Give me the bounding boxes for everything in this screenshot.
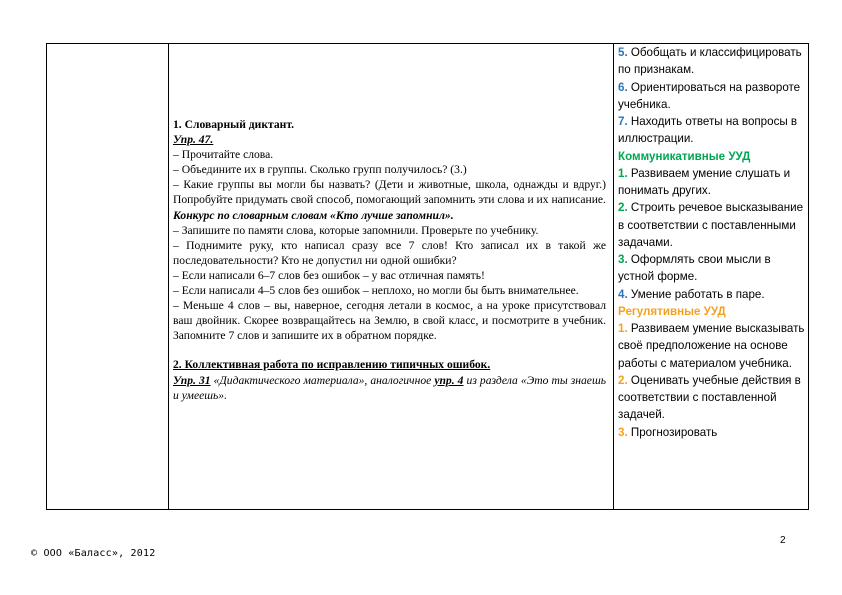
item-number: 3.	[618, 253, 628, 266]
item-text: Прогнозировать	[627, 425, 718, 439]
item-text: Умение работать в паре.	[627, 287, 765, 301]
contest-heading: Конкурс по словарным словам «Кто лучше запомнил».	[173, 208, 454, 222]
section-heading-dictation: 1. Словарный диктант.	[173, 118, 295, 131]
uud-item	[618, 44, 808, 79]
item-number: 5.	[618, 46, 628, 59]
column-divider-1	[168, 44, 169, 509]
uud-item	[618, 320, 808, 372]
item-text: Развиваем умение высказывать своё предположение на основе работы с материалом учебника.	[618, 322, 805, 370]
item-number: 4.	[618, 287, 628, 301]
uud-item	[618, 286, 808, 303]
item-text: Строить речевое высказывание в соответствии с поставленными задачами.	[618, 201, 804, 249]
item-number: 2.	[618, 373, 628, 387]
uud-item	[618, 165, 808, 200]
instruction-paragraph: – Поднимите руку, кто написал сразу все 7 слов! Кто записал их в такой же последовательности? Кто не допустил ни одной ошибки?	[173, 238, 606, 267]
exercise-text: «Дидактического материала», аналогичное	[210, 373, 435, 387]
instruction-line: – Если написали 6–7 слов без ошибок – у вас отличная память!	[173, 268, 485, 282]
instruction-paragraph: – Какие группы вы могли бы назвать? (Дети и животные, школа, однажды и вдруг.) Попробуйте придумать свой способ, помогающий запомнить эти слова и их написание.	[173, 178, 606, 207]
item-text: Развиваем умение слушать и понимать других.	[618, 166, 791, 197]
item-text: Ориентироваться на развороте учебника.	[618, 80, 801, 111]
item-number: 3.	[618, 425, 628, 439]
instruction-line: – Прочитайте слова.	[173, 148, 274, 162]
item-number: 1.	[618, 166, 628, 180]
exercise-paragraph	[173, 373, 606, 403]
uud-item	[618, 424, 808, 441]
copyright-footer: © ООО «Баласс», 2012	[31, 548, 156, 559]
section-heading-errors: 2. Коллективная работа по исправлению типичных ошибок.	[173, 358, 491, 372]
uud-item	[618, 199, 808, 251]
communicative-heading: Коммуникативные УУД	[618, 149, 751, 163]
item-number: 7.	[618, 115, 628, 128]
item-number: 2.	[618, 201, 628, 215]
column-divider-2	[613, 44, 614, 509]
uud-item	[618, 372, 808, 424]
item-text: Обобщать и классифицировать по признакам.	[618, 46, 802, 77]
instruction-paragraph: – Если написали 4–5 слов без ошибок – неплохо, но могли бы быть внимательнее.	[173, 284, 579, 298]
item-text: Оценивать учебные действия в соответствии с поставленной задачей.	[618, 373, 801, 422]
item-text: Оформлять свои мысли в устной форме.	[618, 253, 771, 284]
exercise-text: из раздела «Это ты знаешь и умеешь».	[173, 373, 606, 402]
instruction-paragraph: – Запишите по памяти слова, которые запомнили. Проверьте по учебнику.	[173, 223, 539, 237]
uud-item	[618, 251, 808, 286]
exercise-ref: Упр. 47.	[173, 133, 214, 147]
item-number: 6.	[618, 80, 628, 94]
lesson-content-column	[173, 117, 606, 403]
uud-item	[618, 113, 808, 148]
regulatory-heading: Регулятивные УУД	[618, 304, 726, 318]
exercise-ref: Упр. 31	[173, 373, 211, 387]
exercise-ref: упр. 4	[434, 373, 464, 387]
instruction-line: – Объедините их в группы. Сколько групп получилось? (3.)	[173, 163, 467, 177]
lesson-table	[46, 43, 809, 510]
item-number: 1.	[618, 322, 628, 335]
item-text: Находить ответы на вопросы в иллюстрации.	[618, 115, 798, 146]
uud-item	[618, 79, 808, 114]
page-number: 2	[780, 535, 786, 546]
uud-column	[618, 44, 808, 441]
instruction-paragraph: – Меньше 4 слов – вы, наверное, сегодня летали в космос, а на уроке присутствовал ваш двойник. Скорее возвращайтесь на Землю, в свой класс, и посмотрите в учебник. Запомните 7 слов и запишите их в обратном порядке.	[173, 299, 606, 343]
